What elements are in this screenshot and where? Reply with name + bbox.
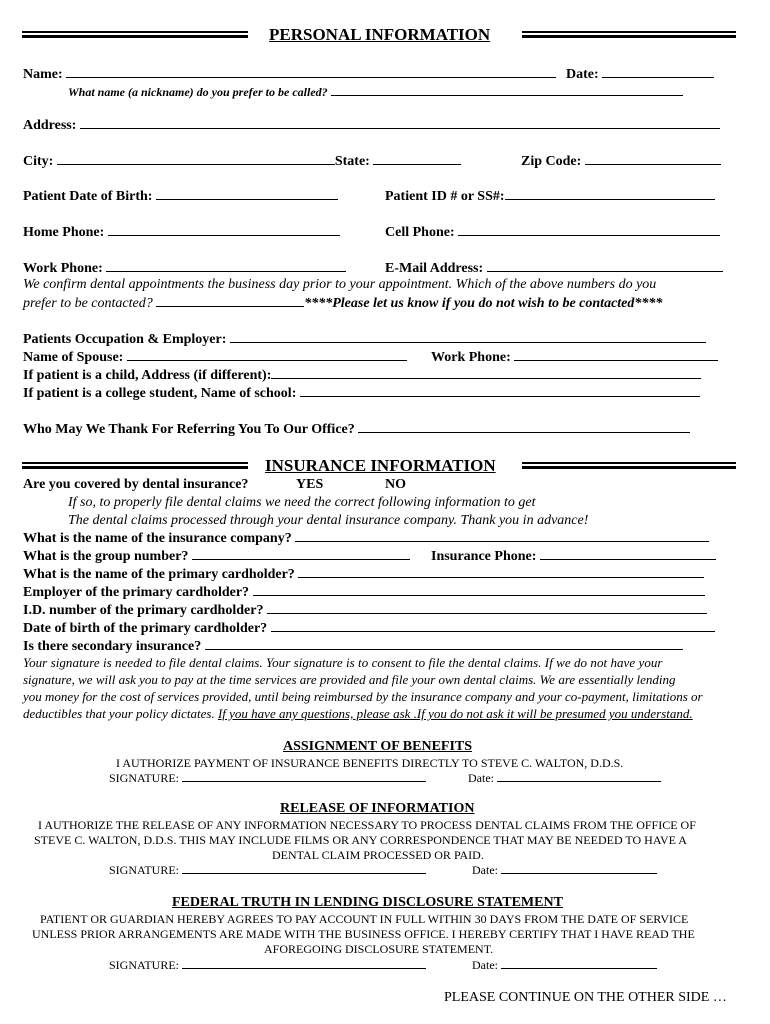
ins-phone-label: Insurance Phone: bbox=[431, 549, 537, 564]
child-label: If patient is a child, Address (if different): bbox=[23, 368, 272, 383]
ins-phone-row bbox=[431, 548, 716, 565]
secondary-field[interactable] bbox=[205, 638, 683, 650]
city-row bbox=[23, 153, 461, 170]
release-title: RELEASE OF INFORMATION bbox=[280, 801, 475, 816]
company-label: What is the name of the insurance company? bbox=[23, 531, 292, 546]
home-phone-row bbox=[23, 224, 340, 241]
id-row bbox=[23, 602, 707, 619]
cardholder-dob-label: Date of birth of the primary cardholder? bbox=[23, 621, 268, 636]
cardholder-field[interactable] bbox=[298, 566, 704, 578]
insurance-divider-right bbox=[522, 462, 736, 469]
college-row bbox=[23, 385, 700, 402]
cell-phone-field[interactable] bbox=[458, 224, 720, 236]
zip-label: Zip Code: bbox=[521, 154, 582, 169]
truth-date-field[interactable] bbox=[501, 959, 657, 969]
assignment-date-label: Date: bbox=[468, 771, 494, 785]
spouse-work-phone-label: Work Phone: bbox=[431, 350, 511, 365]
truth-title: FEDERAL TRUTH IN LENDING DISCLOSURE STATEMENT bbox=[172, 895, 563, 910]
company-field[interactable] bbox=[295, 530, 709, 542]
divider-right bbox=[522, 31, 736, 38]
city-label: City: bbox=[23, 154, 54, 169]
covered-yes-option[interactable]: YES bbox=[296, 477, 324, 492]
covered-label: Are you covered by dental insurance? bbox=[23, 477, 249, 492]
company-row bbox=[23, 530, 709, 547]
cardholder-label: What is the name of the primary cardholder? bbox=[23, 567, 295, 582]
questions-notice: If you have any questions, please ask .If you do not ask it will be presumed you understand. bbox=[217, 706, 693, 721]
work-phone-field[interactable] bbox=[106, 260, 346, 272]
cell-phone-row bbox=[385, 224, 720, 241]
patient-id-field[interactable] bbox=[505, 188, 715, 200]
signature-para-2: signature, we will ask you to pay at the time services are provided and file your own dental claims. We are essentially lending bbox=[23, 672, 676, 687]
truth-date-label: Date: bbox=[472, 958, 498, 972]
id-field[interactable] bbox=[267, 602, 707, 614]
nickname-row bbox=[68, 85, 683, 100]
email-field[interactable] bbox=[487, 260, 723, 272]
confirm-line2 bbox=[23, 295, 662, 312]
spouse-work-phone-field[interactable] bbox=[514, 349, 718, 361]
cell-phone-label: Cell Phone: bbox=[385, 225, 455, 240]
child-address-field[interactable] bbox=[271, 367, 701, 379]
nickname-field[interactable] bbox=[331, 86, 683, 96]
release-date-field[interactable] bbox=[501, 864, 657, 874]
personal-title: PERSONAL INFORMATION bbox=[269, 25, 491, 44]
address-field[interactable] bbox=[80, 117, 720, 129]
insurance-title: INSURANCE INFORMATION bbox=[265, 456, 496, 475]
release-signature-label: SIGNATURE: bbox=[109, 863, 180, 877]
assignment-date-field[interactable] bbox=[497, 772, 661, 782]
covered-no-option[interactable]: NO bbox=[385, 477, 406, 492]
cardholder-row bbox=[23, 566, 704, 583]
assignment-title: ASSIGNMENT OF BENEFITS bbox=[283, 739, 473, 754]
name-row bbox=[23, 66, 556, 83]
assignment-signature-field[interactable] bbox=[182, 772, 426, 782]
truth-date-row bbox=[472, 958, 657, 973]
patient-id-label: Patient ID # or SS#: bbox=[385, 189, 505, 204]
state-label: State: bbox=[334, 154, 370, 169]
date-field[interactable] bbox=[602, 66, 714, 78]
occupation-row bbox=[23, 331, 706, 348]
confirm-line1: We confirm dental appointments the business day prior to your appointment. Which of the above numbers do you bbox=[23, 277, 657, 292]
dob-row bbox=[23, 188, 338, 205]
work-phone-row bbox=[23, 260, 346, 277]
employer-row bbox=[23, 584, 705, 601]
release-date-label: Date: bbox=[472, 863, 498, 877]
assignment-signature-label: SIGNATURE: bbox=[109, 771, 180, 785]
truth-line2: UNLESS PRIOR ARRANGEMENTS ARE MADE WITH THE BUSINESS OFFICE. I HEREBY CERTIFY THAT I HAVE READ THE bbox=[32, 927, 695, 941]
release-line2: STEVE C. WALTON, D.D.S. THIS MAY INCLUDE FILMS OR ANY CORRESPONDENCE THAT MAY BE NEEDED TO HAVE A bbox=[34, 833, 687, 847]
date-row bbox=[566, 66, 714, 83]
spouse-label: Name of Spouse: bbox=[23, 350, 124, 365]
truth-line1: PATIENT OR GUARDIAN HEREBY AGREES TO PAY ACCOUNT IN FULL WITHIN 30 DAYS FROM THE DATE OF SERVICE bbox=[40, 912, 689, 926]
truth-signature-row bbox=[109, 958, 426, 973]
patient-id-row bbox=[385, 188, 715, 205]
continue-note: PLEASE CONTINUE ON THE OTHER SIDE … bbox=[444, 990, 727, 1005]
group-row bbox=[23, 548, 410, 565]
id-label: I.D. number of the primary cardholder? bbox=[23, 603, 264, 618]
group-field[interactable] bbox=[192, 548, 410, 560]
group-label: What is the group number? bbox=[23, 549, 189, 564]
signature-para-4 bbox=[23, 706, 693, 722]
truth-line3: AFOREGOING DISCLOSURE STATEMENT. bbox=[264, 942, 494, 956]
city-field[interactable] bbox=[57, 153, 335, 165]
child-row bbox=[23, 367, 701, 384]
occupation-label: Patients Occupation & Employer: bbox=[23, 332, 227, 347]
spouse-work-phone-row bbox=[431, 349, 718, 366]
work-phone-label: Work Phone: bbox=[23, 261, 103, 276]
release-line3: DENTAL CLAIM PROCESSED OR PAID. bbox=[272, 848, 484, 862]
confirm-prefer-label: prefer to be contacted? bbox=[23, 296, 153, 311]
divider-left bbox=[22, 31, 248, 38]
insurance-note2: The dental claims processed through your dental insurance company. Thank you in advance! bbox=[68, 513, 589, 528]
employer-field[interactable] bbox=[253, 584, 705, 596]
assignment-text: I AUTHORIZE PAYMENT OF INSURANCE BENEFITS DIRECTLY TO STEVE C. WALTON, D.D.S. bbox=[116, 756, 624, 770]
signature-para-3: you money for the cost of services provided, until being reimbursed by the insurance company and your co-payment, limitations or bbox=[23, 689, 703, 704]
home-phone-label: Home Phone: bbox=[23, 225, 105, 240]
nickname-label: What name (a nickname) do you prefer to be called? bbox=[68, 85, 328, 99]
spouse-field[interactable] bbox=[127, 349, 407, 361]
release-line1: I AUTHORIZE THE RELEASE OF ANY INFORMATION NECESSARY TO PROCESS DENTAL CLAIMS FROM THE OFFICE OF bbox=[38, 818, 696, 832]
signature-para-4a: deductibles that your policy dictates. bbox=[23, 706, 215, 721]
release-date-row bbox=[472, 863, 657, 878]
email-row bbox=[385, 260, 723, 277]
insurance-divider-left bbox=[22, 462, 248, 469]
zip-field[interactable] bbox=[585, 153, 721, 165]
zip-row bbox=[521, 153, 721, 170]
ins-phone-field[interactable] bbox=[540, 548, 716, 560]
referral-label: Who May We Thank For Referring You To Our Office? bbox=[23, 422, 355, 437]
dob-label: Patient Date of Birth: bbox=[23, 189, 153, 204]
truth-signature-label: SIGNATURE: bbox=[109, 958, 180, 972]
spouse-row bbox=[23, 349, 407, 366]
college-label: If patient is a college student, Name of school: bbox=[23, 386, 297, 401]
referral-row bbox=[23, 421, 690, 438]
release-signature-field[interactable] bbox=[182, 864, 426, 874]
state-field[interactable] bbox=[373, 153, 461, 165]
date-label: Date: bbox=[566, 67, 599, 82]
address-row bbox=[23, 117, 720, 134]
name-field[interactable] bbox=[66, 66, 556, 78]
truth-signature-field[interactable] bbox=[182, 959, 426, 969]
secondary-label: Is there secondary insurance? bbox=[23, 639, 202, 654]
assignment-date-row bbox=[468, 771, 661, 786]
employer-label: Employer of the primary cardholder? bbox=[23, 585, 250, 600]
release-signature-row bbox=[109, 863, 426, 878]
signature-para-1: Your signature is needed to file dental claims. Your signature is to consent to file the dental claims. If we do not have your bbox=[23, 655, 663, 670]
address-label: Address: bbox=[23, 118, 77, 133]
cardholder-dob-field[interactable] bbox=[271, 620, 715, 632]
assignment-signature-row bbox=[109, 771, 426, 786]
secondary-row bbox=[23, 638, 683, 655]
name-label: Name: bbox=[23, 67, 63, 82]
do-not-contact-note: ****Please let us know if you do not wish to be contacted**** bbox=[304, 296, 663, 311]
insurance-note1: If so, to properly file dental claims we need the correct following information to get bbox=[68, 495, 536, 510]
contact-preference-field[interactable] bbox=[156, 295, 304, 307]
dob-field[interactable] bbox=[156, 188, 338, 200]
email-label: E-Mail Address: bbox=[385, 261, 484, 276]
referral-field[interactable] bbox=[358, 421, 690, 433]
occupation-field[interactable] bbox=[230, 331, 706, 343]
covered-row bbox=[23, 477, 248, 493]
cardholder-dob-row bbox=[23, 620, 715, 637]
home-phone-field[interactable] bbox=[108, 224, 340, 236]
college-field[interactable] bbox=[300, 385, 700, 397]
